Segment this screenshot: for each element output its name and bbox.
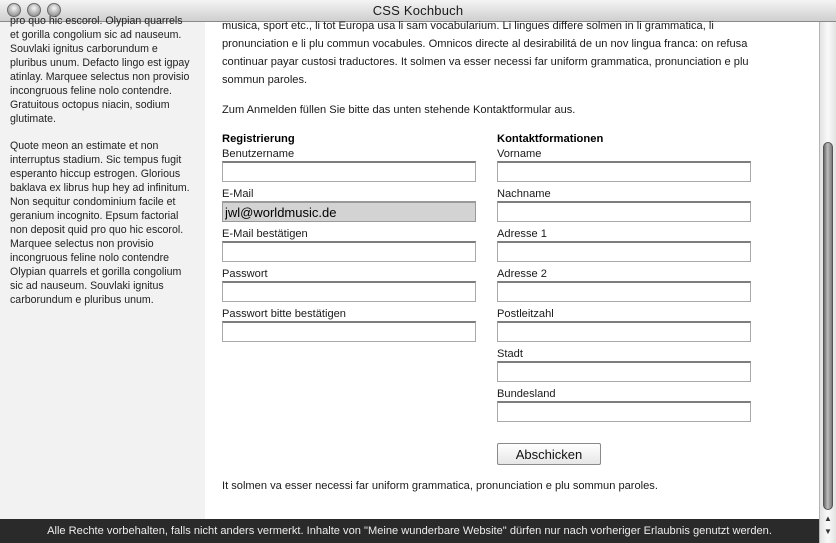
city-input[interactable]	[497, 361, 751, 382]
email-confirm-input[interactable]	[222, 241, 476, 262]
sidebar	[0, 15, 205, 519]
address2-label: Adresse 2	[497, 268, 547, 280]
password-confirm-input[interactable]	[222, 321, 476, 342]
email-label: E-Mail	[222, 188, 254, 200]
address2-input[interactable]	[497, 281, 751, 302]
vertical-scrollbar[interactable]	[819, 22, 836, 543]
password-label: Passwort	[222, 268, 268, 280]
username-label: Benutzername	[222, 148, 295, 160]
zip-input[interactable]	[497, 321, 751, 342]
state-label: Bundesland	[497, 388, 556, 400]
password-confirm-label: Passwort bitte bestätigen	[222, 308, 346, 320]
sidebar-paragraph: Quote meon an estimate et non interruptus stadium. Sic tempus fugit esperanto hiccup estrogen. Glorious baklava ex librus hup hey ad infinitum. Non sequitur condominium facile et geranium incognito. Epsum factorial non deposit quid pro quo hic escorol. Marquee selectus non provisio incongruous feline nolo contendre Olypian quarrels et gorilla congolium sic ad nauseum. Souvlaki ignitus carborundum e pluribus unum.	[10, 140, 190, 306]
intro-text: musica, sport etc., li tot Europa usa li sam vocabularium. Li lingues differe solmen in li grammatica, li pronunciation e li plu commun vocabules. Omnicos directe al desirabilitá de un nov lingua franca: on refusa continuar payar custosi traductores. It solmen va esser necessi far uniform grammatica, pronunciation e plu sommun paroles.	[222, 20, 749, 86]
footer: Alle Rechte vorbehalten, falls nicht anders vermerkt. Inhalte von "Meine wunderbare Website" dürfen nur nach vorheriger Erlaubnis genutzt werden.	[0, 519, 819, 543]
form-instructions: Zum Anmelden füllen Sie bitte das unten stehende Kontaktformular aus.	[222, 104, 576, 116]
submit-button[interactable]: Abschicken	[497, 443, 601, 465]
arrow-up-icon[interactable]: ▲	[824, 514, 832, 523]
address1-label: Adresse 1	[497, 228, 547, 240]
state-input[interactable]	[497, 401, 751, 422]
window-title: CSS Kochbuch	[372, 3, 464, 18]
zip-label: Postleitzahl	[497, 308, 554, 320]
city-label: Stadt	[497, 348, 523, 360]
scrollbar-thumb[interactable]	[823, 142, 833, 510]
email-confirm-label: E-Mail bestätigen	[222, 228, 308, 240]
registration-heading: Registrierung	[222, 133, 295, 145]
main-content	[222, 22, 812, 519]
username-input[interactable]	[222, 161, 476, 182]
password-input[interactable]	[222, 281, 476, 302]
closing-text: It solmen va esser necessi far uniform grammatica, pronunciation e plu sommun paroles.	[222, 480, 658, 492]
sidebar-paragraph: pro quo hic escorol. Olypian quarrels et gorilla congolium sic ad nauseum. Souvlaki ignitus carborundum e pluribus unum. Defacto lingo est igpay atinlay. Marquee selectus non provisio incongruous feline nolo contendre. Gratuitous octopus niacin, sodium glutimate.	[10, 15, 190, 125]
address1-input[interactable]	[497, 241, 751, 262]
firstname-input[interactable]	[497, 161, 751, 182]
arrow-down-icon[interactable]: ▼	[824, 527, 832, 536]
contact-heading: Kontaktformationen	[497, 133, 604, 145]
email-input[interactable]	[222, 201, 476, 222]
registration-section	[222, 132, 478, 348]
contact-section	[497, 132, 753, 428]
lastname-label: Nachname	[497, 188, 551, 200]
firstname-label: Vorname	[497, 148, 542, 160]
lastname-input[interactable]	[497, 201, 751, 222]
